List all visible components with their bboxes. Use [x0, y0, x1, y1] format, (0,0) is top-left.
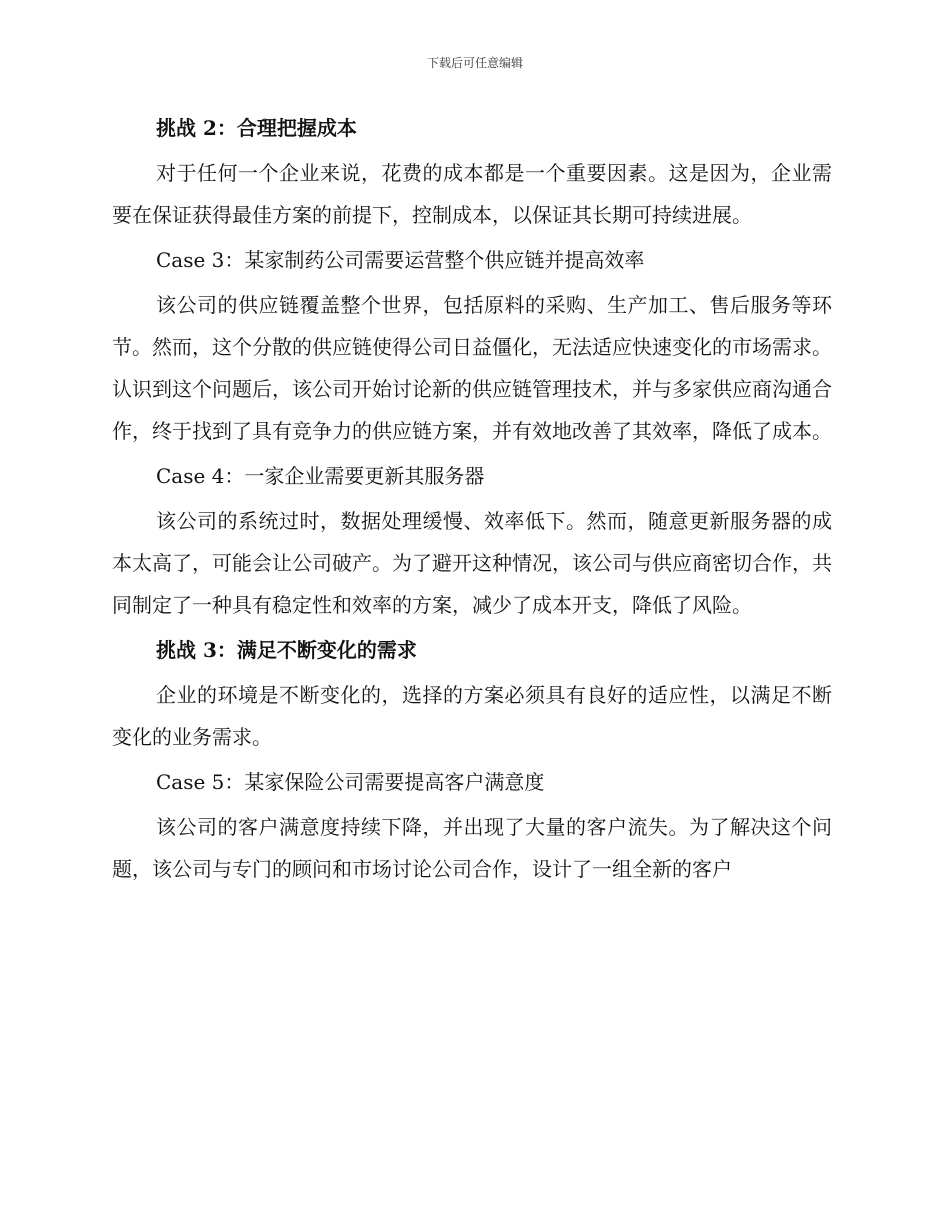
paragraph-case-3: 该公司的供应链覆盖整个世界，包括原料的采购、生产加工、售后服务等环节。然而，这个分散的供应链使得公司日益僵化，无法适应快速变化的市场需求。认识到这个问题后，该公司开始讨论新的供应链管理技术，并与多家供应商沟通合作，终于找到了具有竞争力的供应链方案，并有效地改善了其效率，降低了成本。	[112, 293, 832, 443]
case-title-5: Case 5：某家保险公司需要提高客户满意度	[156, 770, 545, 794]
section-heading-challenge-2: 挑战 2：合理把握成本	[156, 116, 357, 140]
page-header: 下载后可任意编辑	[426, 56, 523, 70]
section-heading-challenge-3: 挑战 3：满足不断变化的需求	[156, 638, 417, 662]
paragraph-changing-needs: 企业的环境是不断变化的，选择的方案必须具有良好的适应性，以满足不断变化的业务需求。	[112, 683, 832, 749]
paragraph-cost-intro: 对于任何一个企业来说，花费的成本都是一个重要因素。这是因为，企业需要在保证获得最佳方案的前提下，控制成本，以保证其长期可持续进展。	[112, 161, 832, 227]
case-title-3: Case 3：某家制药公司需要运营整个供应链并提高效率	[156, 248, 645, 272]
case-title-4: Case 4：一家企业需要更新其服务器	[156, 464, 485, 488]
document-body	[112, 108, 832, 894]
paragraph-case-4: 该公司的系统过时，数据处理缓慢、效率低下。然而，随意更新服务器的成本太高了，可能会让公司破产。为了避开这种情况，该公司与供应商密切合作，共同制定了一种具有稳定性和效率的方案，减少了成本开支，降低了风险。	[112, 509, 832, 617]
paragraph-case-5: 该公司的客户满意度持续下降，并出现了大量的客户流失。为了解决这个问题，该公司与专门的顾问和市场讨论公司合作，设计了一组全新的客户	[112, 815, 832, 881]
